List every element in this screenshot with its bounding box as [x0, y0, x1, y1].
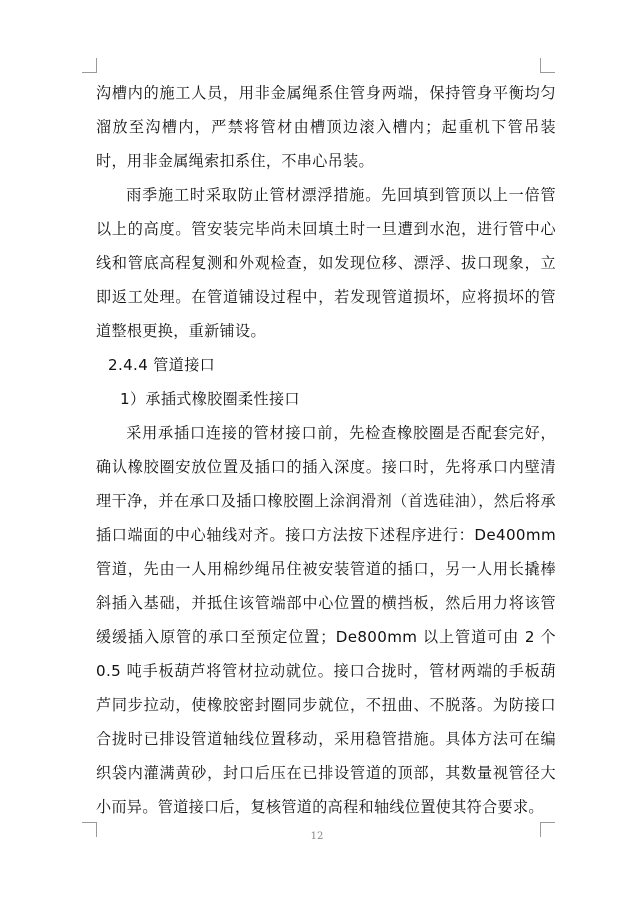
crop-mark-top-right: [540, 58, 555, 73]
body-text: [96, 76, 556, 824]
paragraph-rainy-season: 雨季施工时采取防止管材漂浮措施。先回填到管顶以上一倍管以上的高度。管安装完毕尚未回填土时一旦遭到水泡，进行管中心线和管底高程复测和外观检查，如发现位移、漂浮、拔口现象，立即返工处理。在管道铺设过程中，若发现管道损坏，应将损坏的管道整根更换，重新铺设。: [96, 186, 556, 340]
page-number: 12: [310, 831, 324, 842]
crop-mark-top-left: [82, 58, 97, 73]
section-heading: 2.4.4 管道接口: [108, 356, 216, 374]
paragraph-lowering-pipes: 沟槽内的施工人员，用非金属绳系住管身两端，保持管身平衡均匀溜放至沟槽内，严禁将管材由槽顶边滚入槽内；起重机下管吊装时，用非金属绳索扣系住，不串心吊装。: [96, 84, 556, 170]
subsection-heading: 1）承插式橡胶圈柔性接口: [120, 390, 300, 408]
paragraph-joint-procedure: 采用承插口连接的管材接口前，先检查橡胶圈是否配套完好，确认橡胶圈安放位置及插口的插入深度。接口时，先将承口内壁清理干净，并在承口及插口橡胶圈上涂润滑剂（首选硅油），然后将承插口端面的中心轴线对齐。接口方法按下述程序进行：De400mm 管道，先由一人用棉纱绳吊住被安装管道的插口，另一人用长撬棒斜插入基础，并抵住该管端部中心位置的横挡板，然后用力将该管缓缓插入原管的承口至预定位置；De800mm 以上管道可由 2 个 0.5 吨手板葫芦将管材拉动就位。接口合拢时，管材两端的手板葫芦同步拉动，使橡胶密封圈同步就位，不扭曲、不脱落。为防接口合拢时已排设管道轴线位置移动，采用稳管措施。具体方法可在编织袋内灌满黄砂，封口后压在已排设管道的顶部，其数量视管径大小而异。管道接口后，复核管道的高程和轴线位置使其符合要求。: [96, 424, 556, 816]
